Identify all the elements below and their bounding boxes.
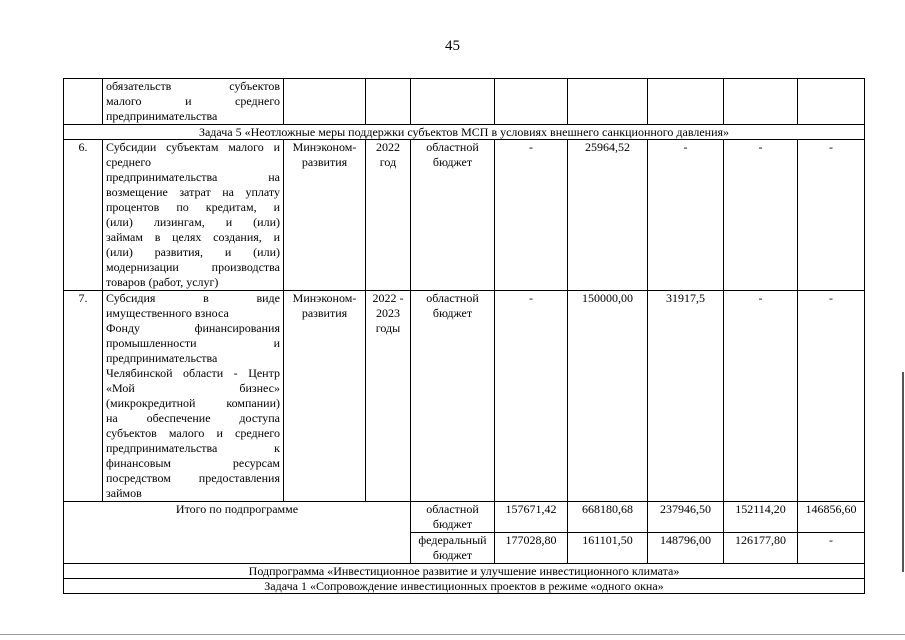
executor-line: развития [301, 306, 348, 320]
period-line: 2023 [376, 306, 400, 320]
value-cell: - [495, 291, 568, 502]
table-row [64, 291, 865, 502]
source-line: бюджет [432, 155, 473, 169]
task-5-title: Задача 5 «Неотложные меры поддержки субъектов МСП в условиях внешнего санкционного давления» [64, 125, 865, 140]
text-line: займов [106, 486, 142, 500]
value-cell: - [648, 140, 724, 291]
table-row [64, 79, 865, 125]
page-number: 45 [445, 38, 460, 54]
period-cell [366, 140, 411, 291]
text-line: Фонду финансирования [106, 321, 280, 335]
source-line: областной [426, 291, 479, 305]
text-line: финансовым ресурсам [106, 456, 280, 470]
funding-source-cell [411, 502, 495, 533]
row-number: 7. [64, 291, 103, 502]
table-row [64, 140, 865, 291]
value-cell: - [724, 140, 798, 291]
executor-cell [284, 291, 366, 502]
source-line: федеральный [418, 533, 487, 547]
text-line: имущественного взноса [106, 306, 229, 320]
measure-name-cell [103, 79, 284, 125]
text-line: на обеспечение доступа [106, 411, 280, 425]
value-cell: 126177,80 [724, 533, 798, 564]
text-line: предпринимательства [106, 109, 218, 123]
total-row-regional [64, 502, 865, 533]
subprogram-table [63, 78, 865, 594]
measure-name-cell [103, 291, 284, 502]
text-line: (или) лизингам, и (или) [106, 215, 280, 229]
task-1-title: Задача 1 «Сопровождение инвестиционных проектов в режиме «одного окна» [64, 579, 865, 594]
value-cell: 146856,60 [798, 502, 865, 533]
value-cell: 161101,50 [568, 533, 648, 564]
text-line: займам в целях создания, и [106, 230, 280, 244]
text-line: модернизации производства [106, 260, 280, 274]
source-line: бюджет [432, 548, 473, 562]
text-line: (микрокредитной компании) [106, 396, 280, 410]
measure-name-cell [103, 140, 284, 291]
value-cell: 177028,80 [495, 533, 568, 564]
value-cell: 157671,42 [495, 502, 568, 533]
period-line: 2022 - [372, 291, 404, 305]
source-line: областной [426, 140, 479, 154]
value-cell: - [724, 291, 798, 502]
value-cell: - [798, 291, 865, 502]
period-line: годы [375, 321, 401, 335]
period-line: год [379, 155, 397, 169]
value-cell: - [798, 533, 865, 564]
value-cell: 148796,00 [648, 533, 724, 564]
value-cell: - [798, 140, 865, 291]
funding-source-cell [411, 291, 495, 502]
text-line: промышленности и [106, 336, 280, 350]
value-cell: 668180,68 [568, 502, 648, 533]
text-line: среднего [106, 155, 151, 169]
subprogram-header-row [64, 564, 865, 579]
text-line: Субсидия в виде [106, 291, 280, 305]
scan-artifact-line [0, 634, 905, 635]
executor-line: Минэконом- [292, 140, 357, 154]
executor-cell [284, 140, 366, 291]
row-number: 6. [64, 140, 103, 291]
text-line: посредством предоставления [106, 471, 280, 485]
value-cell: 25964,52 [568, 140, 648, 291]
source-line: областной [426, 502, 479, 516]
text-line: товаров (работ, услуг) [106, 275, 219, 289]
scan-edge-mark [902, 372, 904, 572]
value-cell: 31917,5 [648, 291, 724, 502]
funding-source-cell [411, 140, 495, 291]
period-line: 2022 [376, 140, 400, 154]
text-line: Челябинской области - Центр [106, 366, 280, 380]
source-line: бюджет [432, 306, 473, 320]
text-line: (или) развития, и (или) [106, 245, 280, 259]
text-line: предпринимательства на [106, 170, 280, 184]
text-line: предпринимательства к [106, 441, 280, 455]
subprogram-title: Подпрограмма «Инвестиционное развитие и улучшение инвестиционного климата» [64, 564, 865, 579]
text-line: возмещение затрат на уплату [106, 185, 280, 199]
text-line: предпринимательства [106, 351, 218, 365]
value-cell: 152114,20 [724, 502, 798, 533]
task-header-row [64, 579, 865, 594]
executor-line: Минэконом- [292, 291, 357, 305]
executor-line: развития [301, 155, 348, 169]
text-line: Субсидии субъектам малого и [106, 140, 280, 154]
total-label: Итого по подпрограмме [64, 502, 411, 564]
value-cell: - [495, 140, 568, 291]
text-line: малого и среднего [106, 94, 280, 108]
text-line: субъектов малого и среднего [106, 426, 280, 440]
source-line: бюджет [432, 517, 473, 531]
text-line: «Мой бизнес» [106, 381, 280, 395]
period-cell [366, 291, 411, 502]
task-header-row [64, 125, 865, 140]
funding-source-cell [411, 533, 495, 564]
value-cell: 237946,50 [648, 502, 724, 533]
text-line: процентов по кредитам, и [106, 200, 280, 214]
value-cell: 150000,00 [568, 291, 648, 502]
text-line: обязательств субъектов [106, 79, 280, 93]
